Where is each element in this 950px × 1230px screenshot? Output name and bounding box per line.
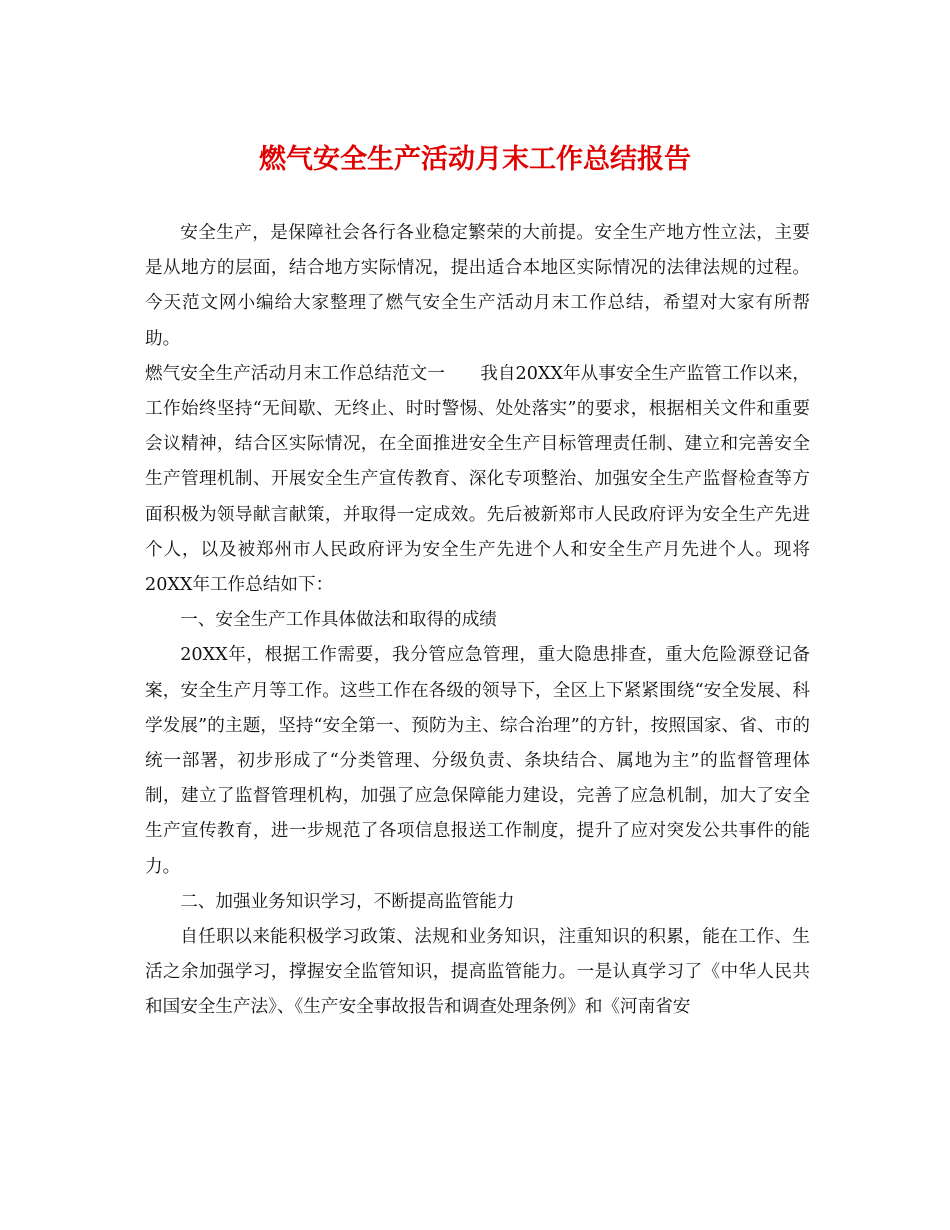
paragraph-intro: 安全生产，是保障社会各行各业稳定繁荣的大前提。安全生产地方性立法，主要是从地方的层面，结合地方实际情况，提出适合本地区实际情况的法律法规的过程。今天范文网小编给大家整理了燃气安全生产活动月末工作总结，希望对大家有所帮助。 bbox=[145, 223, 810, 349]
paragraph-section-one: 20XX年，根据工作需要，我分管应急管理，重大隐患排查，重大危险源登记备案，安全生产月等工作。这些工作在各级的领导下，全区上下紧紧围绕“安全发展、科学发展”的主题，坚持“安全第一、预防为主、综合治理”的方针，按照国家、省、市的统一部署，初步形成了“分类管理、分级负责、条块结合、属地为主”的监督管理体制，建立了监督管理机构，加强了应急保障能力建设，完善了应急机制，加大了安全生产宣传教育，进一步规范了各项信息报送工作制度，提升了应对突发公共事件的能力。 bbox=[145, 645, 810, 877]
section-heading-two: 二、加强业务知识学习，不断提高监管能力 bbox=[180, 891, 515, 912]
section-heading-one: 一、安全生产工作具体做法和取得的成绩 bbox=[180, 610, 497, 631]
paragraph-sample-one: 燃气安全生产活动月末工作总结范文一 我自20XX年从事安全生产监管工作以来，工作始终坚持“无间歇、无终止、时时警惕、处处落实”的要求，根据相关文件和重要会议精神，结合区实际情况，在全面推进安全生产目标管理责任制、建立和完善安全生产管理机制、开展安全生产宣传教育、深化专项整治、加强安全生产监督检查等方面积极为领导献言献策，并取得一定成效。先后被新郑市人民政府评为安全生产先进个人，以及被郑州市人民政府评为安全生产先进个人和安全生产月先进个人。现将20XX年工作总结如下： bbox=[145, 363, 810, 596]
document-body bbox=[145, 216, 810, 1026]
document-title: 燃气安全生产活动月末工作总结报告 bbox=[259, 144, 691, 175]
paragraph-section-two: 自任职以来能积极学习政策、法规和业务知识，注重知识的积累，能在工作、生活之余加强学习，撑握安全监管知识，提高监管能力。一是认真学习了《中华人民共和国安全生产法》、《生产安全事故报告和调查处理条例》和《河南省安 bbox=[145, 927, 810, 1018]
